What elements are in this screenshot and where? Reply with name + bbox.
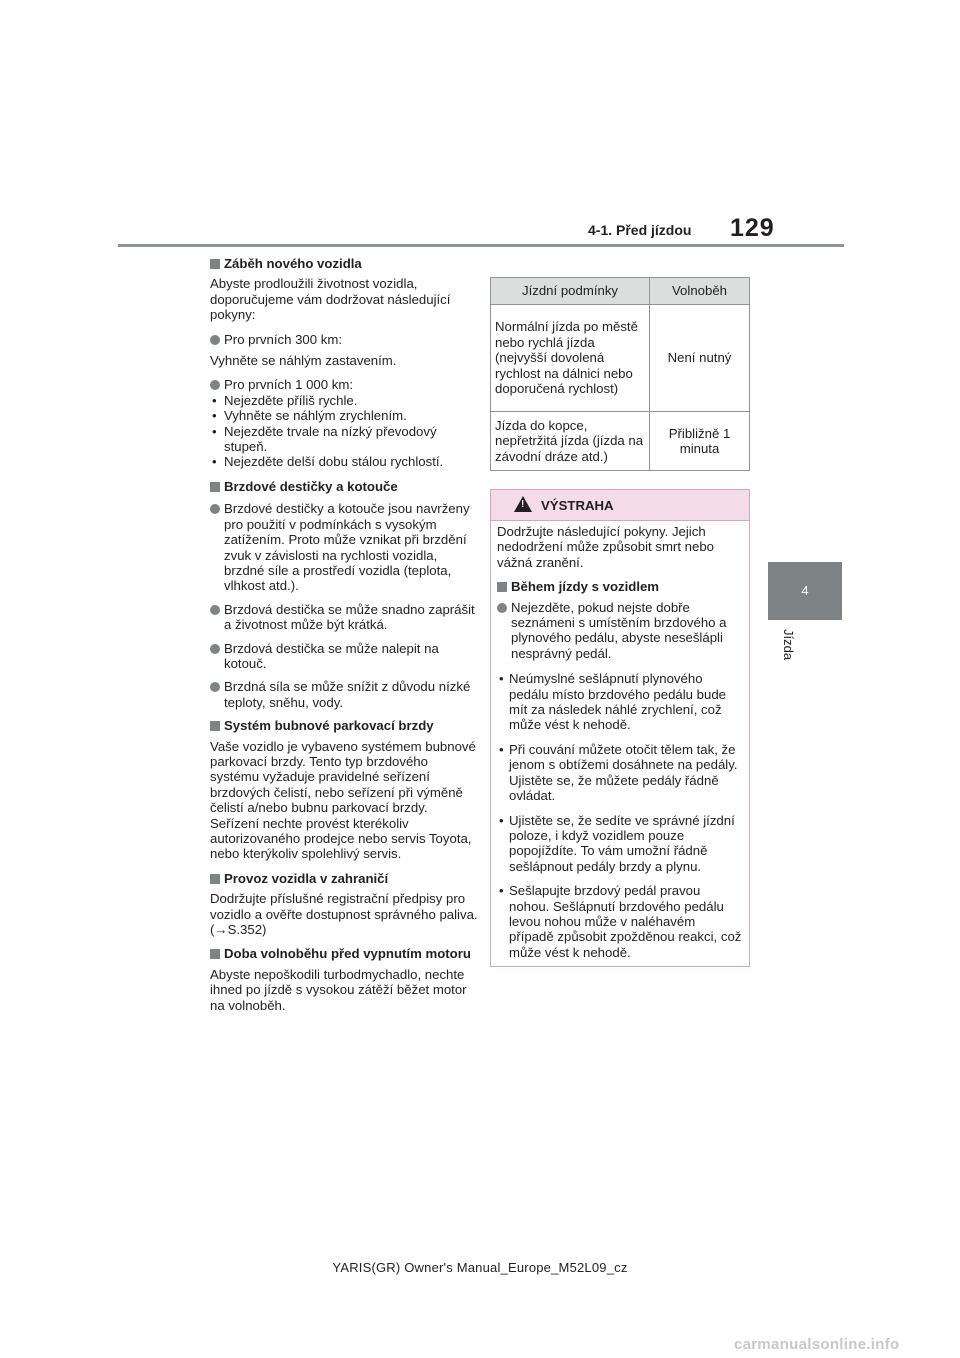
list-item: • Nejezděte příliš rychle. — [210, 393, 478, 408]
chapter-tab-label — [768, 627, 842, 677]
brake-heading: Brzdové destičky a kotouče — [210, 479, 478, 494]
list-item: Brzdová destička se může nalepit na kotouč. — [210, 641, 478, 672]
table-cell: Normální jízda po městě nebo rychlá jízda (nejvyšší dovolená rychlost na dálnici nebo doporučená rychlost) — [491, 305, 650, 412]
idle-text: Abyste nepoškodili turbodmychadlo, nechte ihned po jízdě s vysokou zátěží běžet motor na volnoběh. — [210, 966, 467, 1013]
list-item: Brzdová destička se může snadno zaprášit a životnost může být krátká. — [210, 602, 478, 633]
left-column — [210, 256, 478, 1022]
list-item: • Nejezděte trvale na nízký převodový stupeň. — [210, 424, 478, 455]
warning-title: VÝSTRAHA — [541, 498, 614, 513]
list-item: • Při couvání můžete otočit tělem tak, že jenom s obtížemi dosáhnete na pedály. Ujistěte se, že můžete pedály řádně ovládat. — [497, 742, 743, 804]
idle-table — [490, 277, 750, 471]
list-item: Brzdové destičky a kotouče jsou navrženy pro použití v podmínkách s vysokým zatížením. Proto může vznikat při brzdění zvuk v závislosti na rychlosti vozidla, brzdné síle a prostředí vozidla (teplota, vlhkost atd.). — [210, 501, 478, 593]
warning-heading: Během jízdy s vozidlem — [497, 579, 743, 594]
drum-text: Vaše vozidlo je vybaveno systémem bubnové parkovací brzdy. Tento typ brzdového systému vyžaduje pravidelné seřízení brzdových čelistí, nebo seřízení při výměně čelistí a/nebo bubnu parkovací brzdy. Seřízení nechte provést kterékoliv autorizovaného prodejce nebo servis Toyota, nebo kterýkoliv spolehlivý servis. — [210, 738, 476, 862]
chapter-tab-number[interactable]: 4 — [768, 562, 842, 620]
page-number: 129 — [730, 214, 775, 242]
list-item: • Ujistěte se, že sedíte ve správné jízdní poloze, i když vozidlem pouze popojíždíte. To vám umožní řádně sešlápnout pedály brzdy a plynu. — [497, 813, 743, 875]
first300-text: Vyhněte se náhlým zastavením. — [210, 353, 397, 369]
breakin-intro: Abyste prodloužili životnost vozidla, doporučujeme vám dodržovat následující pokyny: — [210, 276, 451, 323]
drum-heading: Systém bubnové parkovací brzdy — [210, 718, 478, 733]
idle-heading: Doba volnoběhu před vypnutím motoru — [210, 946, 478, 961]
table-row — [491, 305, 750, 412]
table-cell: Není nutný — [650, 305, 750, 412]
abroad-heading: Provoz vozidla v zahraničí — [210, 871, 478, 886]
warning-main-bullet: Nejezděte, pokud nejste dobře seznámeni s umístěním brzdového a plynového pedálu, abyste nesešlápli nesprávný pedál. — [497, 600, 743, 662]
warning-header — [491, 490, 749, 521]
table-row — [491, 412, 750, 471]
first1000-list — [210, 393, 478, 470]
list-item: • Sešlapujte brzdový pedál pravou nohou. Sešlápnutí brzdového pedálu levou nohou může v naléhavém případě způsobit zpožděnou reakci, což může vést k nehodě. — [497, 883, 743, 960]
warning-intro: Dodržujte následující pokyny. Jejich nedodržení může způsobit smrt nebo vážná zranění. — [497, 524, 714, 570]
table-header: Jízdní podmínky — [491, 278, 650, 305]
header-divider — [118, 244, 844, 247]
list-item: • Vyhněte se náhlým zrychlením. — [210, 408, 478, 423]
list-item: Brzdná síla se může snížit z důvodu nízké teploty, sněhu, vody. — [210, 679, 478, 710]
warning-body — [491, 521, 749, 966]
list-item: • Nejezděte delší dobu stálou rychlostí. — [210, 454, 478, 469]
chapter-label-text: Jízda — [781, 629, 796, 661]
table-header: Volnoběh — [650, 278, 750, 305]
warning-triangle-icon: ! — [514, 496, 532, 512]
table-cell: Přibližně 1 minuta — [650, 412, 750, 471]
first300-bullet: Pro prvních 300 km: — [210, 332, 478, 347]
list-item: • Neúmyslné sešlápnutí plynového pedálu místo brzdového pedálu bude mít za následek náhlé zrychlení, což může vést k nehodě. — [497, 671, 743, 733]
footer-manual-id: YARIS(GR) Owner's Manual_Europe_M52L09_cz — [332, 1260, 628, 1275]
abroad-text: Dodržujte příslušné registrační předpisy pro vozidlo a ověřte dostupnost správného paliva. (→S.352) — [210, 891, 478, 938]
breakin-heading: Záběh nového vozidla — [210, 256, 478, 271]
section-title: 4-1. Před jízdou — [588, 222, 692, 238]
watermark-link[interactable]: carmanualsonline.info — [734, 1336, 900, 1353]
table-cell: Jízda do kopce, nepřetržitá jízda (jízda na závodní dráze atd.) — [491, 412, 650, 471]
warning-box — [490, 489, 750, 967]
first1000-bullet: Pro prvních 1 000 km: — [210, 377, 478, 392]
